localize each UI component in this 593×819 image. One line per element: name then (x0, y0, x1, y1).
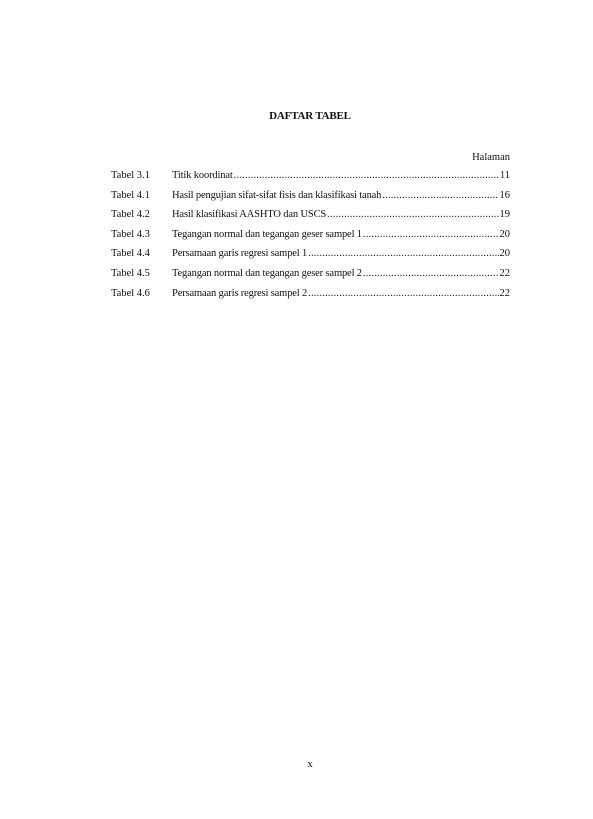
toc-entry-page: 22 (499, 287, 510, 299)
toc-entry-title: Tegangan normal dan tegangan geser sampel 1 (172, 228, 362, 240)
toc-entry (111, 268, 510, 288)
toc-entry-title: Hasil klasifikasi AASHTO dan USCS (172, 209, 327, 221)
toc-entry-title: Hasil pengujian sifat-sifat fisis dan klasifikasi tanah (172, 189, 382, 201)
dot-leader (382, 190, 498, 201)
toc-entry-label: Tabel 4.3 (111, 228, 150, 240)
toc-entry-page: 16 (499, 189, 510, 201)
toc-entry-title: Tegangan normal dan tegangan geser sampel 2 (172, 267, 362, 279)
table-of-tables (111, 170, 510, 307)
toc-entry-page: 22 (499, 267, 510, 279)
toc-entry (111, 229, 510, 249)
dot-leader (363, 268, 499, 279)
dot-leader (363, 229, 499, 240)
toc-entry-label: Tabel 4.2 (111, 209, 150, 221)
toc-entry (111, 170, 510, 190)
toc-entry-page: 20 (499, 228, 510, 240)
toc-entry-label: Tabel 4.4 (111, 248, 150, 260)
toc-entry-page: 19 (499, 209, 510, 221)
toc-entry-page: 11 (499, 170, 510, 181)
toc-entry (111, 190, 510, 210)
toc-entry-label: Tabel 3.1 (111, 170, 150, 181)
dot-leader (327, 209, 498, 220)
toc-entry-label: Tabel 4.1 (111, 189, 150, 201)
dot-leader (308, 248, 498, 259)
toc-entry-label: Tabel 4.6 (111, 287, 150, 299)
toc-entry (111, 248, 510, 268)
toc-entry-label: Tabel 4.5 (111, 267, 150, 279)
dot-leader (308, 288, 498, 299)
toc-entry-page: 20 (499, 248, 510, 260)
toc-entry (111, 209, 510, 229)
toc-entry-title: Persamaan garis regresi sampel 1 (172, 248, 308, 260)
page-number: x (307, 758, 313, 770)
toc-entry (111, 288, 510, 308)
toc-entry-title: Titik koordinat (172, 170, 233, 181)
page-column-header: Halaman (472, 152, 510, 163)
toc-entry-title: Persamaan garis regresi sampel 2 (172, 287, 308, 299)
document-title: DAFTAR TABEL (269, 110, 351, 122)
dot-leader (234, 170, 499, 181)
